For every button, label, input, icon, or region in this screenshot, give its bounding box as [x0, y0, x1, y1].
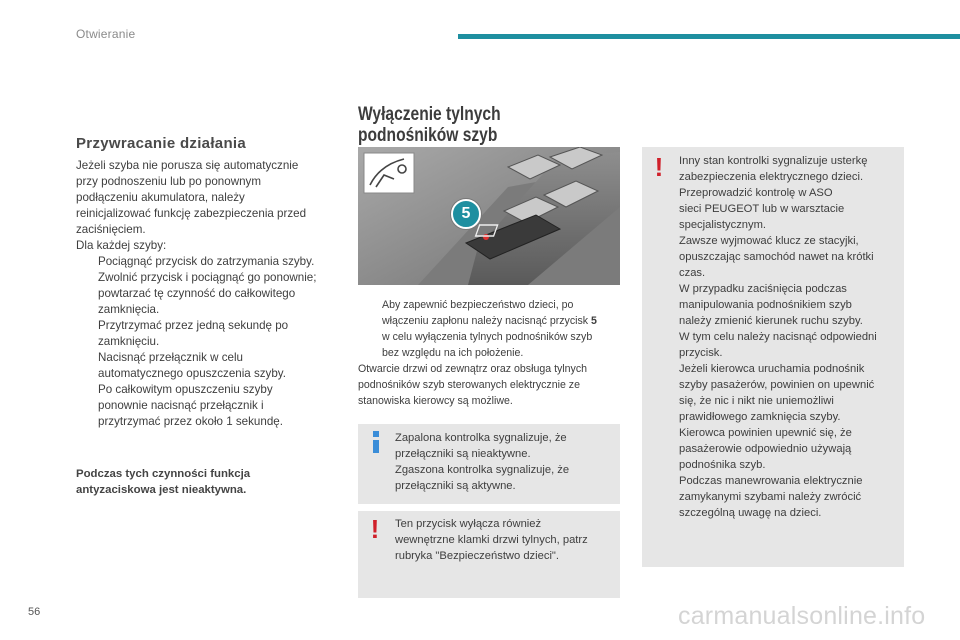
list-item: Nacisnąć przełącznik w celu automatycznego opuszczenia szyby. — [98, 351, 286, 380]
watermark: carmanualsonline.info — [678, 602, 926, 630]
door-panel-drawing — [358, 147, 620, 285]
callout-number-badge: 5 — [451, 199, 481, 229]
intro-paragraph — [76, 158, 338, 254]
list-item: Po całkowitym opuszczeniu szyby ponownie nacisnąć przełącznik i przytrzymać przez około 1 sekundę. — [98, 383, 283, 428]
procedure-list — [76, 254, 346, 430]
list-item: Pociągnąć przycisk do zatrzymania szyby. — [98, 255, 315, 268]
list-item: Aby zapewnić bezpieczeństwo dzieci, po włączeniu zapłonu należy nacisnąć przycisk 5 w celu wyłączenia tylnych podnośników szyb bez względu na ich położenie. — [382, 299, 597, 359]
list-item: Przytrzymać przez jedną sekundę po zamknięciu. — [98, 319, 289, 348]
section-title-child-lock: Wyłączenie tylnych podnośników szyb — [358, 104, 501, 146]
exterior-opening-paragraph: Otwarcie drzwi od zewnątrz oraz obsługa tylnych podnośników szyb sterowanych elektrycznie ze stanowiska kierowcy są możliwe. — [358, 363, 588, 407]
intro-line: przy podnoszeniu lub po ponownym — [76, 175, 261, 188]
warning-box-safety: ! Inny stan kontrolki sygnalizuje usterkę zabezpieczenia elektrycznego dzieci. Przeprowadzić kontrolę w ASO sieci PEUGEOT lub w warsztacie specjalistycznym. Zawsze wyjmować klucz ze stacyjki, opuszczając samochód nawet na krótki czas. W przypadku zaciśnięcia podczas manipulowania podnośnikiem szyb należy zmienić kierunek ruchu szyby. W tym celu należy nacisnąć odpowiedni przycisk. Jeżeli kierowca uruchamia podnośnik szyby pasażerów, powinien on upewnić się, że nic i nikt nie uniemożliwi prawidłowego zamknięcia szyby. Kierowca powinien upewnić się, że pasażerowie odpowiednio używają podnośnika szyb. Podczas manewrowania elektrycznie zamykanymi szybami należy zwrócić szczególną uwagę na dzieci. — [642, 147, 904, 567]
door-switch-illustration — [358, 147, 620, 285]
info-icon — [370, 431, 382, 453]
header-accent-bar — [458, 34, 960, 39]
intro-line: zaciśnięciem. — [76, 223, 146, 236]
list-item: Zwolnić przycisk i pociągnąć go ponownie; powtarzać tę czynność do całkowitego zamknięcia. — [98, 271, 317, 316]
intro-line: podłączeniu akumulatora, należy — [76, 191, 245, 204]
section-title-restore: Przywracanie działania — [76, 135, 247, 152]
info-box: Zapalona kontrolka sygnalizuje, że przełączniki są nieaktywne. Zgaszona kontrolka sygnalizuje, że przełączniki są aktywne. — [358, 424, 620, 504]
intro-line: reinicjalizować funkcję zabezpieczenia przed — [76, 207, 307, 220]
anti-pinch-note: Podczas tych czynności funkcja antyzaciskowa jest nieaktywna. — [76, 468, 251, 496]
warning-icon: ! — [370, 514, 380, 544]
header-title: Otwieranie — [76, 27, 136, 41]
warning-box-handles: ! Ten przycisk wyłącza również wewnętrzne klamki drzwi tylnych, patrz rubryka "Bezpieczeństwo dzieci". — [358, 511, 620, 598]
intro-line: Dla każdej szyby: — [76, 239, 167, 252]
child-lock-instruction — [358, 297, 620, 361]
page-number: 56 — [28, 606, 41, 618]
warning-icon: ! — [654, 152, 664, 182]
intro-line: Jeżeli szyba nie porusza się automatycznie — [76, 159, 299, 172]
button-ref-number: 5 — [591, 315, 597, 327]
